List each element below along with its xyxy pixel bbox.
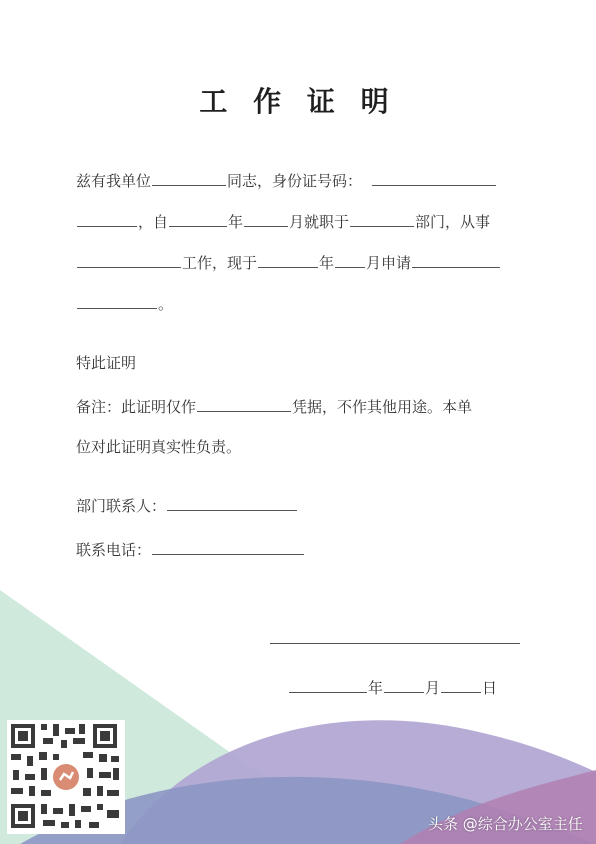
para-line-1	[76, 169, 497, 191]
document-title: 工 作 证 明	[199, 85, 397, 118]
contact-person-blank[interactable]	[167, 494, 297, 511]
watermark-text: 头条 @综合办公室主任	[428, 815, 583, 833]
qr-logo-icon	[53, 764, 79, 790]
text-segment: 同志，身份证号码：	[227, 172, 363, 190]
date-year-label: 年	[368, 679, 384, 697]
date-day-label: 日	[482, 679, 498, 697]
date-row	[288, 676, 497, 698]
text-segment: 年	[319, 254, 335, 272]
phone-label: 联系电话：	[76, 541, 152, 559]
apply-purpose-blank-cont[interactable]	[77, 292, 157, 309]
text-segment: 工作，现于	[182, 254, 258, 272]
para-line-3	[76, 251, 501, 273]
date-month-blank[interactable]	[384, 676, 424, 693]
start-month-blank[interactable]	[244, 210, 288, 227]
date-month-label: 月	[425, 679, 441, 697]
para-line-4	[76, 292, 173, 314]
department-blank[interactable]	[350, 210, 414, 227]
id-number-blank[interactable]	[372, 169, 496, 186]
apply-year-blank[interactable]	[258, 251, 318, 268]
contact-row	[76, 494, 298, 516]
text-segment: 部门，从事	[415, 213, 491, 231]
text-segment: 凭据，不作其他用途。本单	[292, 398, 473, 416]
qr-code-icon	[7, 720, 125, 834]
remark-line-1	[76, 395, 472, 417]
contact-label: 部门联系人：	[76, 497, 167, 515]
purpose-blank[interactable]	[197, 395, 291, 412]
remark-line-2: 位对此证明真实性负责。	[76, 438, 242, 456]
text-segment: 年	[228, 213, 244, 231]
text-segment: 月申请	[366, 254, 412, 272]
start-year-blank[interactable]	[169, 210, 227, 227]
phone-blank[interactable]	[152, 538, 304, 555]
name-blank[interactable]	[152, 169, 226, 186]
special-statement: 特此证明	[76, 354, 137, 372]
text-segment: ，自	[138, 213, 169, 231]
phone-row	[76, 538, 305, 560]
text-segment: 兹有我单位	[76, 172, 152, 190]
date-day-blank[interactable]	[441, 676, 481, 693]
para-line-2	[76, 210, 490, 232]
apply-month-blank[interactable]	[335, 251, 365, 268]
qr-code-graphic	[7, 720, 125, 834]
text-segment: 备注：此证明仅作	[76, 398, 197, 416]
text-segment: 。	[158, 295, 174, 313]
job-blank[interactable]	[77, 251, 181, 268]
signature-line[interactable]	[270, 643, 520, 644]
text-segment: 月就职于	[289, 213, 350, 231]
date-year-blank[interactable]	[289, 676, 367, 693]
id-number-blank-cont[interactable]	[77, 210, 137, 227]
apply-purpose-blank[interactable]	[412, 251, 500, 268]
